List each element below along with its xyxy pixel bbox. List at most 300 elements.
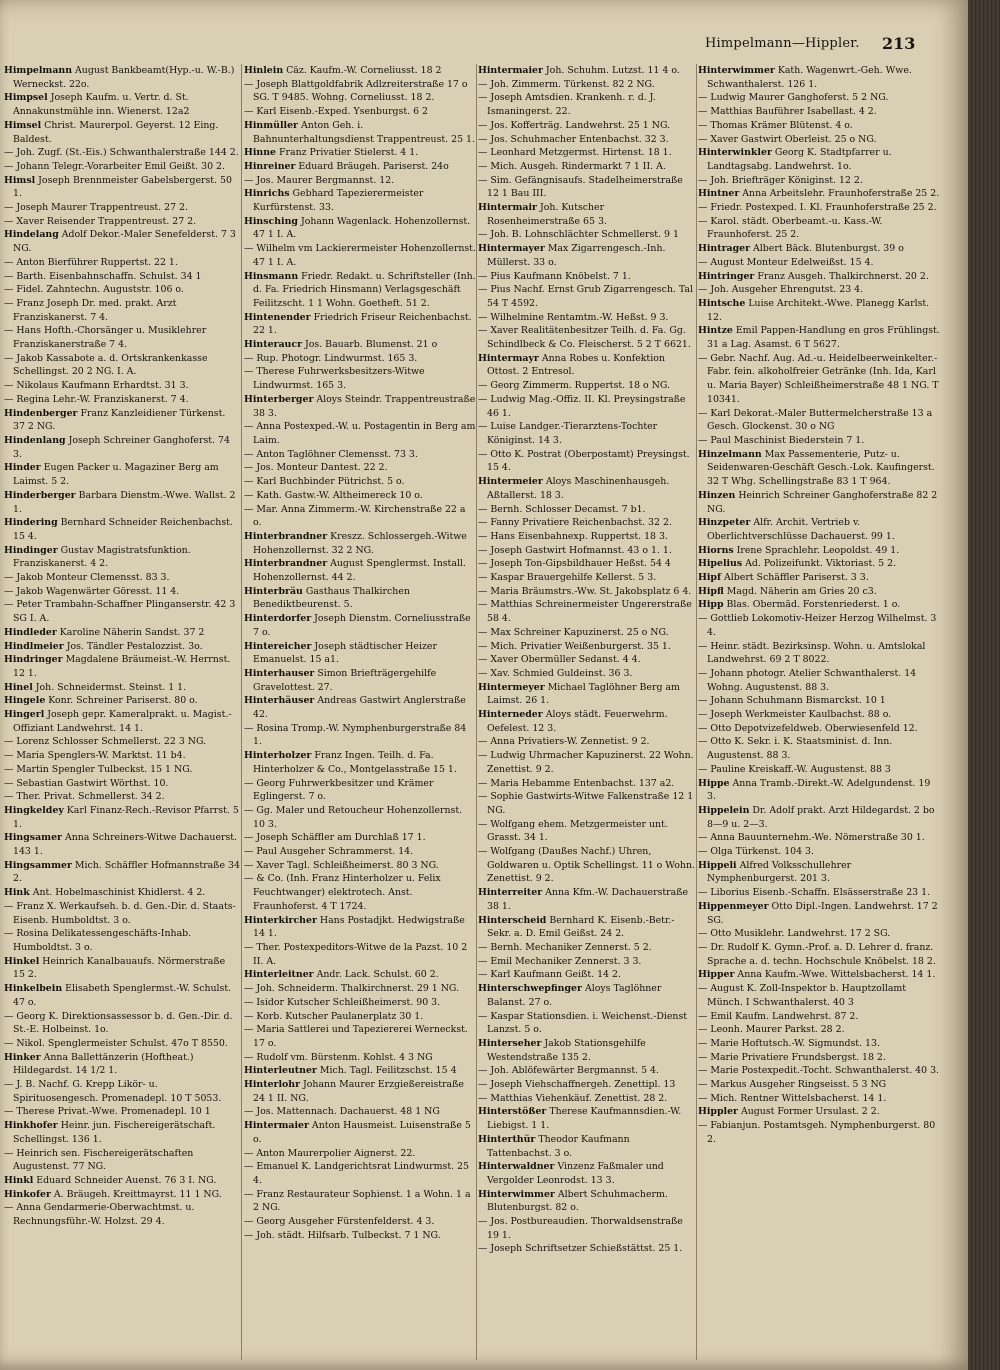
directory-entry xyxy=(4,215,240,229)
entry-details: — Otto K. Postrat (Oberpostamt) Preysingst. 15 4. xyxy=(478,448,690,474)
entry-details: Bernhard Schneider Reichenbachst. 15 4. xyxy=(13,517,233,542)
directory-entry xyxy=(698,1105,942,1119)
entry-surname: Hindenlang xyxy=(4,434,66,446)
directory-entry xyxy=(478,503,696,517)
entry-details: — Emanuel K. Landgerichtsrat Lindwurmst. 25 4. xyxy=(244,1161,469,1186)
entry-details: Albert Schuhmacherm. Blutenburgst. 82 o. xyxy=(487,1188,668,1214)
directory-entry xyxy=(478,1215,696,1242)
entry-details: — Joseph Blattgoldfabrik Adlzreiterstraße 17 o SG. T 9485. Wohng. Corneliusst. 18 2. xyxy=(244,78,468,104)
directory-entry xyxy=(244,831,476,845)
entry-details: Franz Kanzleidiener Türkenst. 37 2 NG. xyxy=(13,407,226,433)
entry-details: — Thomas Krämer Blütenst. 4 o. xyxy=(698,119,853,131)
directory-entry xyxy=(244,667,476,694)
directory-entry xyxy=(478,1133,696,1160)
entry-details: Max Zigarrengesch.-Inh. Müllerst. 33 o. xyxy=(487,243,666,268)
directory-entry xyxy=(244,859,476,873)
entry-details: — Lorenz Schlosser Schmellerst. 22 3 NG. xyxy=(4,736,207,748)
entry-details: Franz Ausgeh. Thalkirchnerst. 20 2. xyxy=(757,270,929,282)
directory-entry xyxy=(244,845,476,859)
directory-entry xyxy=(244,1078,476,1105)
entry-surname: Hippler xyxy=(698,1106,738,1118)
entry-details: — Pius Nachf. Ernst Grub Zigarrengesch. Tal 54 T 4592. xyxy=(478,284,693,309)
directory-entry xyxy=(698,1119,942,1146)
directory-entry xyxy=(478,777,696,791)
directory-entry xyxy=(478,270,696,284)
entry-details: Joseph städtischer Heizer Emanuelst. 15 a1. xyxy=(253,640,437,666)
directory-entry xyxy=(244,1188,476,1215)
entry-details: — Joh. Ausgeher Ehrengutst. 23 4. xyxy=(698,284,864,296)
entry-details: — Matthias Viehenkäuf. Zenettist. 28 2. xyxy=(478,1092,668,1104)
entry-details: — Karl Eisenb.-Exped. Ysenburgst. 6 2 xyxy=(244,106,428,118)
directory-entry xyxy=(4,256,240,270)
entry-details: Karoline Näherin Sandst. 37 2 xyxy=(59,626,205,638)
directory-entry xyxy=(4,585,240,599)
entry-surname: Hinterschwepfinger xyxy=(478,983,582,995)
column-1 xyxy=(4,64,240,1360)
directory-entry xyxy=(244,804,476,831)
entry-surname: Hinterbräu xyxy=(244,585,303,597)
directory-entry xyxy=(478,324,696,351)
entry-details: — Gg. Maler und Retoucheur Hohenzollernst. 10 3. xyxy=(244,804,463,830)
directory-entry xyxy=(478,845,696,886)
directory-entry xyxy=(4,1147,240,1174)
entry-surname: Hinterthür xyxy=(478,1133,536,1145)
entry-surname: Hintenender xyxy=(244,311,311,323)
directory-entry xyxy=(4,900,240,927)
directory-entry xyxy=(698,968,942,982)
directory-entry xyxy=(4,1010,240,1037)
directory-entry xyxy=(478,1064,696,1078)
directory-entry xyxy=(244,420,476,447)
directory-entry xyxy=(244,612,476,639)
entry-details: — Xaver Reisender Trappentreust. 27 2. xyxy=(4,215,197,227)
entry-details: — Georg Fuhrwerkbesitzer und Krämer Eglingerst. 7 o. xyxy=(244,777,434,803)
entry-details: — Maria Spenglers-W. Marktst. 11 b4. xyxy=(4,750,186,762)
entry-details: — Joh. B. Lohnschlächter Schmellerst. 9 1 xyxy=(478,229,679,241)
entry-details: Joseph Schreiner Ganghoferst. 74 3. xyxy=(13,434,230,460)
entry-details: — Joseph Schäffler am Durchlaß 17 1. xyxy=(244,832,426,844)
directory-entry xyxy=(478,1188,696,1215)
entry-details: — Ludwig Mag.-Offiz. II. Kl. Preysingstraße 46 1. xyxy=(478,393,686,419)
directory-entry xyxy=(478,160,696,174)
column-3 xyxy=(478,64,696,1360)
entry-details: — Xaver Obermüller Sedanst. 4 4. xyxy=(478,654,641,666)
entry-surname: Hinterhauser xyxy=(244,667,315,679)
directory-entry xyxy=(4,544,240,571)
entry-details: Andreas Gastwirt Anglerstraße 42. xyxy=(253,695,466,721)
entry-details: — Otto K. Sekr. i. K. Staatsminist. d. Inn. Augustenst. 88 3. xyxy=(698,736,893,762)
entry-surname: Hinterholzer xyxy=(244,750,312,762)
directory-entry xyxy=(478,91,696,118)
directory-entry xyxy=(478,283,696,310)
directory-entry xyxy=(698,735,942,762)
directory-entry xyxy=(698,708,942,722)
directory-entry xyxy=(698,804,942,831)
entry-details: — Maria Bräumstrs.-Ww. St. Jakobsplatz 6 4. xyxy=(478,585,692,597)
entry-details: — Paul Ausgeher Schrammerst. 14. xyxy=(244,846,414,858)
directory-entry xyxy=(244,557,476,584)
entry-details: Alfred Volksschullehrer Nymphenburgerst. 201 3. xyxy=(707,859,852,885)
directory-entry xyxy=(478,201,696,228)
entry-surname: Hintringer xyxy=(698,270,755,282)
directory-entry xyxy=(478,1078,696,1092)
entry-details: — Marie Hoftutsch.-W. Sigmundst. 13. xyxy=(698,1037,880,1049)
entry-details: Anna Tramb.-Direkt.-W. Adelgundenst. 19 3. xyxy=(707,777,931,803)
entry-details: — Mar. Anna Zimmerm.-W. Kirchenstraße 22 a o. xyxy=(244,503,466,529)
entry-details: — & Co. (Inh. Franz Hinterholzer u. Felix Feuchtwanger) elektrotech. Anst. Fraunhoferst. 4 T 1724. xyxy=(244,873,441,912)
entry-details: — Therese Fuhrwerksbesitzers-Witwe Lindwurmst. 165 3. xyxy=(244,366,425,392)
entry-details: — Nikolaus Kaufmann Erhardtst. 31 3. xyxy=(4,380,189,392)
entry-surname: Hindering xyxy=(4,517,58,529)
directory-entry xyxy=(478,1105,696,1132)
directory-entry xyxy=(698,297,942,324)
entry-details: — Leonh. Maurer Parkst. 28 2. xyxy=(698,1024,845,1036)
entry-details: — Karl Dekorat.-Maler Buttermelcherstraße 13 a Gesch. Glockenst. 30 o NG xyxy=(698,407,933,433)
directory-entry xyxy=(478,242,696,269)
directory-entry xyxy=(244,187,476,214)
entry-details: Anna Schreiners-Witwe Dachauerst. 143 1. xyxy=(13,832,238,858)
entry-details: — Rup. Photogr. Lindwurmst. 165 3. xyxy=(244,352,418,364)
directory-entry xyxy=(478,598,696,625)
directory-entry xyxy=(478,667,696,681)
directory-entry xyxy=(478,1242,696,1256)
directory-entry xyxy=(698,133,942,147)
directory-entry xyxy=(698,1023,942,1037)
directory-entry xyxy=(4,749,240,763)
directory-entry xyxy=(244,393,476,420)
entry-details: — Xav. Schmied Guldeinst. 36 3. xyxy=(478,667,633,679)
entry-details: — Markus Ausgeher Ringseisst. 5 3 NG xyxy=(698,1079,887,1091)
directory-entry xyxy=(478,1037,696,1064)
directory-entry xyxy=(698,831,942,845)
entry-surname: Hinreiner xyxy=(244,160,296,172)
directory-entry xyxy=(4,790,240,804)
directory-entry xyxy=(4,201,240,215)
entry-details: — Mich. Ausgeh. Rindermarkt 7 1 II. A. xyxy=(478,160,666,172)
directory-entry xyxy=(4,694,240,708)
directory-entry xyxy=(4,393,240,407)
directory-entry xyxy=(478,749,696,776)
entry-details: — Jos. Postbureaudien. Thorwaldsenstraße 19 1. xyxy=(478,1216,683,1241)
directory-entry xyxy=(478,653,696,667)
directory-entry xyxy=(698,941,942,968)
entry-details: — Xaver Realitätenbesitzer Teilh. d. Fa. Gg. Schindlbeck & Co. Fleischerst. 5 2 T 6621. xyxy=(478,325,691,351)
entry-details: — Bernh. Mechaniker Zennerst. 5 2. xyxy=(478,942,652,953)
entry-details: — Fabianjun. Postamtsgeh. Nymphenburgerst. 80 2. xyxy=(698,1120,936,1145)
entry-surname: Hintermeier xyxy=(478,476,543,488)
directory-entry xyxy=(478,955,696,969)
entry-details: — Emil Mechaniker Zennerst. 3 3. xyxy=(478,955,642,967)
entry-details: — Wolfgang (Daußes Nachf.) Uhren, Goldwaren u. Optik Schellingst. 11 o Wohn. Zenettist. 9 2. xyxy=(478,846,695,885)
entry-details: Konr. Schreiner Pariserst. 80 o. xyxy=(48,695,198,707)
directory-entry xyxy=(478,1092,696,1106)
directory-entry xyxy=(244,64,476,78)
directory-entry xyxy=(4,626,240,640)
directory-entry xyxy=(244,982,476,996)
entry-surname: Hintrager xyxy=(698,243,751,255)
entry-details: — Martin Spengler Tulbeckst. 15 1 NG. xyxy=(4,763,193,775)
directory-entry xyxy=(478,708,696,735)
entry-details: Franz Ingen. Teilh. d. Fa. Hinterholzer & Co., Montgelasstraße 15 1. xyxy=(253,750,457,775)
entry-surname: Hintermayr xyxy=(478,352,539,364)
entry-details: — Matthias Bauführer Isabellast. 4 2. xyxy=(698,106,877,118)
directory-entry xyxy=(244,489,476,503)
entry-details: — Marie Privatiere Frundsbergst. 18 2. xyxy=(698,1051,886,1063)
entry-surname: Hipfl xyxy=(698,585,724,597)
entry-details: Michael Taglöhner Berg am Laimst. 26 1. xyxy=(487,681,680,707)
entry-details: Aloys Taglöhner Balanst. 27 o. xyxy=(487,983,662,1008)
entry-details: — Otto Musiklehr. Landwehrst. 17 2 SG. xyxy=(698,928,891,940)
entry-details: — Gottlieb Lokomotiv-Heizer Herzog Wilhelmst. 3 4. xyxy=(698,613,937,638)
entry-details: — Hans Eisenbahnexp. Ruppertst. 18 3. xyxy=(478,530,668,542)
entry-surname: Hinrichs xyxy=(244,188,290,200)
entry-surname: Hipper xyxy=(698,969,735,981)
directory-entry xyxy=(478,228,696,242)
directory-entry xyxy=(4,91,240,118)
directory-entry xyxy=(4,297,240,324)
entry-details: Jos. Bauarb. Blumenst. 21 o xyxy=(305,339,438,351)
entry-details: — Georg K. Direktionsassessor b. d. Gen.-Dir. d. St.-E. Holbeinst. 1o. xyxy=(4,1010,233,1036)
entry-details: — Hans Hofth.-Chorsänger u. Musiklehrer Franziskanerstraße 7 4. xyxy=(4,325,207,351)
directory-entry xyxy=(478,352,696,379)
entry-surname: Hindlmeier xyxy=(4,640,64,652)
directory-entry xyxy=(478,420,696,447)
directory-entry xyxy=(4,1037,240,1051)
directory-entry xyxy=(478,571,696,585)
directory-entry xyxy=(698,434,942,448)
entry-surname: Hinzen xyxy=(698,489,736,501)
entry-details: — Wilhelm vm Lackierermeister Hohenzollernst. 47 1 I. A. xyxy=(244,243,476,268)
entry-details: — August Monteur Edelweißst. 15 4. xyxy=(698,256,874,268)
directory-entry xyxy=(698,982,942,1009)
entry-details: — Joseph Amtsdien. Krankenh. r. d. J. Ismaningerst. 22. xyxy=(478,92,656,118)
entry-surname: Hinzpeter xyxy=(698,517,751,529)
column-2 xyxy=(244,64,476,1360)
directory-entry xyxy=(698,516,942,543)
entry-details: — Jakob Wagenwärter Göresst. 11 4. xyxy=(4,585,180,597)
entry-details: — Heinrich sen. Fischereigerätschaften Augustenst. 77 NG. xyxy=(4,1147,194,1173)
directory-entry xyxy=(478,585,696,599)
entry-surname: Hinsmann xyxy=(244,270,299,282)
entry-details: — Regina Lehr.-W. Franziskanerst. 7 4. xyxy=(4,393,189,405)
entry-surname: Hintsche xyxy=(698,297,746,309)
entry-details: — August K. Zoll-Inspektor b. Hauptzollamt Münch. I Schwanthalerst. 40 3 xyxy=(698,983,907,1008)
directory-entry xyxy=(244,475,476,489)
entry-details: — Fanny Privatiere Reichenbachst. 32 2. xyxy=(478,517,672,529)
entry-details: — Franz X. Werkaufseh. b. d. Gen.-Dir. d. Staats-Eisenb. Humboldtst. 3 o. xyxy=(4,900,236,926)
entry-details: — Joh. Schneiderm. Thalkirchnerst. 29 1 NG. xyxy=(244,983,460,995)
entry-surname: Hinterwinkler xyxy=(698,147,772,159)
directory-entry xyxy=(4,571,240,585)
directory-entry xyxy=(244,270,476,311)
entry-surname: Hinterreiter xyxy=(478,887,543,899)
entry-details: Jakob Stationsgehilfe Westendstraße 135 2. xyxy=(487,1037,646,1063)
entry-surname: Himpsel xyxy=(4,92,48,104)
entry-details: — Sebastian Gastwirt Wörthst. 10. xyxy=(4,777,169,789)
entry-details: — Ther. Postexpeditors-Witwe de la Pazst. 10 2 II. A. xyxy=(244,942,468,967)
directory-entry xyxy=(244,311,476,338)
directory-entry xyxy=(698,146,942,173)
entry-details: Emil Pappen-Handlung en gros Frühlingst. 31 a Lag. Asamst. 6 T 5627. xyxy=(707,325,940,351)
directory-entry xyxy=(244,996,476,1010)
directory-entry xyxy=(4,886,240,900)
directory-entry xyxy=(4,119,240,146)
entry-details: — Friedr. Postexped. I. Kl. Fraunhoferstraße 25 2. xyxy=(698,202,937,214)
entry-details: — Kaspar Brauergehilfe Kellerst. 5 3. xyxy=(478,572,657,584)
entry-details: Bernhard K. Eisenb.-Betr.-Sekr. a. D. Emil Geißst. 24 2. xyxy=(487,914,675,940)
directory-entry xyxy=(478,393,696,420)
directory-entry xyxy=(478,174,696,201)
directory-entry xyxy=(698,763,942,777)
entry-surname: Hintermair xyxy=(478,202,537,214)
entry-details: Magd. Näherin am Gries 20 c3. xyxy=(726,585,877,597)
entry-surname: Hindelang xyxy=(4,229,59,241)
entry-details: Anna Ballettänzerin (Hoftheat.) Hildegardst. 14 1/2 1. xyxy=(13,1051,194,1077)
entry-surname: Hipf xyxy=(698,572,722,584)
entry-details: — Joh. Zimmerm. Türkenst. 82 2 NG. xyxy=(478,78,655,90)
entry-details: Georg K. Stadtpfarrer u. Landtagsabg. Landwehrst. 1o. xyxy=(707,147,892,172)
entry-surname: Hinker xyxy=(4,1051,41,1063)
directory-entry xyxy=(4,270,240,284)
entry-surname: Himsl xyxy=(4,174,36,186)
entry-details: Friedr. Redakt. u. Schriftsteller (Inh. d. Fa. Friedrich Hinsmann) Verlagsgeschäft Feilitzscht. 1 1 Wohn. Goetheft. 51 2. xyxy=(253,270,476,309)
entry-surname: Hinterneder xyxy=(478,709,543,721)
directory-entry xyxy=(4,489,240,516)
entry-details: Kath. Wagenwrt.-Geh. Wwe. Schwanthalerst. 126 1. xyxy=(707,65,912,90)
directory-entry xyxy=(244,352,476,366)
entry-details: — Joh. städt. Hilfsarb. Tulbeckst. 7 1 NG. xyxy=(244,1229,441,1241)
entry-details: Anna Kaufm.-Wwe. Wittelsbacherst. 14 1. xyxy=(737,969,936,981)
directory-entry xyxy=(698,215,942,242)
directory-entry xyxy=(4,955,240,982)
directory-entry xyxy=(698,845,942,859)
directory-entry xyxy=(698,64,942,91)
entry-details: — Joh. Briefträger Königinst. 12 2. xyxy=(698,174,863,186)
directory-entry xyxy=(478,818,696,845)
entry-details: Adolf Dekor.-Maler Senefelderst. 7 3 NG. xyxy=(13,229,236,255)
directory-entry xyxy=(698,242,942,256)
entry-details: — Johann Schuhmann Bismarckst. 10 1 xyxy=(698,695,886,707)
directory-entry xyxy=(478,1160,696,1187)
directory-entry xyxy=(698,1010,942,1024)
directory-entry xyxy=(4,982,240,1009)
entry-details: — Wilhelmine Rentamtm.-W. Heßst. 9 3. xyxy=(478,311,669,323)
directory-entry xyxy=(4,859,240,886)
entry-details: Aloys Steindr. Trappentreustraße 38 3. xyxy=(253,393,476,419)
entry-details: Gebhard Tapezierermeister Kurfürstenst. 33. xyxy=(253,188,424,214)
entry-details: — Anton Taglöhner Clemensst. 73 3. xyxy=(244,448,418,460)
entry-details: — Sophie Gastwirts-Witwe Falkenstraße 12 1 NG. xyxy=(478,791,694,816)
directory-entry xyxy=(4,434,240,461)
directory-entry xyxy=(698,927,942,941)
directory-entry xyxy=(698,1037,942,1051)
entry-surname: Hinterwimmer xyxy=(698,65,775,76)
entry-details: Anna Robes u. Konfektion Ottost. 2 Entresol. xyxy=(487,352,665,378)
entry-details: Otto Dipl.-Ingen. Landwehrst. 17 2 SG. xyxy=(707,900,938,926)
entry-details: Anna Arbeitslehr. Fraunhoferstraße 25 2. xyxy=(742,188,940,200)
directory-entry xyxy=(244,1160,476,1187)
directory-entry xyxy=(698,256,942,270)
directory-entry xyxy=(698,1078,942,1092)
directory-entry xyxy=(478,941,696,955)
entry-details: — Kath. Gastw.-W. Altheimereck 10 o. xyxy=(244,489,423,501)
entry-surname: Hintermaier xyxy=(244,1120,309,1132)
entry-details: — Anna Gendarmerie-Oberwachtmst. u. Rechnungsführ.-W. Holzst. 29 4. xyxy=(4,1202,195,1228)
entry-details: — Mich. Rentner Wittelsbacherst. 14 1. xyxy=(698,1092,887,1104)
entry-surname: Hinterberger xyxy=(244,393,314,405)
entry-details: Mich. Tagl. Feilitzschst. 15 4 xyxy=(319,1065,457,1077)
entry-details: — Pius Kaufmann Knöbelst. 7 1. xyxy=(478,270,631,282)
entry-details: — Anton Maurerpolier Aignerst. 22. xyxy=(244,1147,416,1159)
directory-entry xyxy=(698,640,942,667)
directory-entry xyxy=(478,379,696,393)
entry-details: Theodor Kaufmann Tattenbachst. 3 o. xyxy=(487,1133,630,1159)
directory-entry xyxy=(244,722,476,749)
entry-surname: Hippeli xyxy=(698,859,737,871)
directory-entry xyxy=(478,626,696,640)
entry-details: — Pauline Kreiskaff.-W. Augustenst. 88 3 xyxy=(698,763,891,775)
entry-surname: Hippe xyxy=(698,777,730,789)
entry-details: Luise Architekt.-Wwe. Planegg Karlst. 12. xyxy=(707,297,930,323)
directory-entry xyxy=(244,914,476,941)
entry-details: Heinrich Kanalbauaufs. Nörmerstraße 15 2. xyxy=(13,955,226,981)
entry-surname: Hinterseher xyxy=(478,1037,542,1049)
directory-entry xyxy=(478,557,696,571)
entry-details: Johann Wagenlack. Hohenzollernst. 47 1 I. A. xyxy=(253,215,471,241)
column-divider xyxy=(476,64,477,1360)
entry-surname: Hingerl xyxy=(4,709,45,721)
directory-entry xyxy=(698,174,942,188)
entry-surname: Hinlein xyxy=(244,65,284,76)
entry-surname: Hintermayer xyxy=(478,243,545,255)
directory-entry xyxy=(698,612,942,639)
entry-details: Joh. Schuhm. Lutzst. 11 4 o. xyxy=(545,65,680,76)
directory-entry xyxy=(4,763,240,777)
directory-entry xyxy=(4,927,240,954)
directory-entry xyxy=(698,201,942,215)
entry-details: — Peter Trambahn-Schaffner Plinganserstr. 42 3 SG I. A. xyxy=(4,599,236,625)
entry-details: A. Bräugeh. Kreittmayrst. 11 1 NG. xyxy=(53,1188,222,1200)
entry-details: August Bankbeamt(Hyp.-u. W.-B.) Werneckst. 22o. xyxy=(13,65,235,90)
directory-entry xyxy=(478,544,696,558)
directory-entry xyxy=(478,1010,696,1037)
directory-entry xyxy=(4,283,240,297)
entry-details: Dr. Adolf prakt. Arzt Hildegardst. 2 bo 8—9 u. 2—3. xyxy=(707,804,935,830)
entry-surname: Hiorns xyxy=(698,544,734,556)
directory-entry xyxy=(4,352,240,379)
directory-entry xyxy=(4,379,240,393)
entry-details: — Joseph Gastwirt Hofmannst. 43 o 1. 1. xyxy=(478,544,672,556)
entry-details: — Isidor Kutscher Schleißheimerst. 90 3. xyxy=(244,996,441,1008)
directory-entry xyxy=(698,886,942,900)
directory-entry xyxy=(698,1064,942,1078)
entry-surname: Hipelius xyxy=(698,558,743,570)
entry-details: Karl Finanz-Rech.-Revisor Pfarrst. 5 1. xyxy=(13,804,239,830)
entry-details: — Nikol. Spenglermeister Schulst. 47o T 8550. xyxy=(4,1037,228,1049)
entry-details: — Georg Zimmerm. Ruppertst. 18 o NG. xyxy=(478,380,670,392)
directory-entry xyxy=(4,681,240,695)
entry-details: Joseph Brennmeister Gabelsbergerst. 50 1. xyxy=(13,174,232,200)
entry-surname: Hinteraucr xyxy=(244,339,303,351)
entry-details: Alfr. Archit. Vertrieb v. Oberlichtverschlüsse Dachauerst. 99 1. xyxy=(707,517,895,542)
entry-details: — Maria Hebamme Entenbachst. 137 a2. xyxy=(478,777,675,789)
directory-entry xyxy=(478,530,696,544)
entry-surname: Himpelmann xyxy=(4,65,73,76)
directory-entry xyxy=(244,160,476,174)
entry-details: — Karol. städt. Oberbeamt.-u. Kass.-W. Fraunhoferst. 25 2. xyxy=(698,215,883,241)
directory-entry xyxy=(244,1215,476,1229)
entry-surname: Hingkeldey xyxy=(4,804,64,816)
